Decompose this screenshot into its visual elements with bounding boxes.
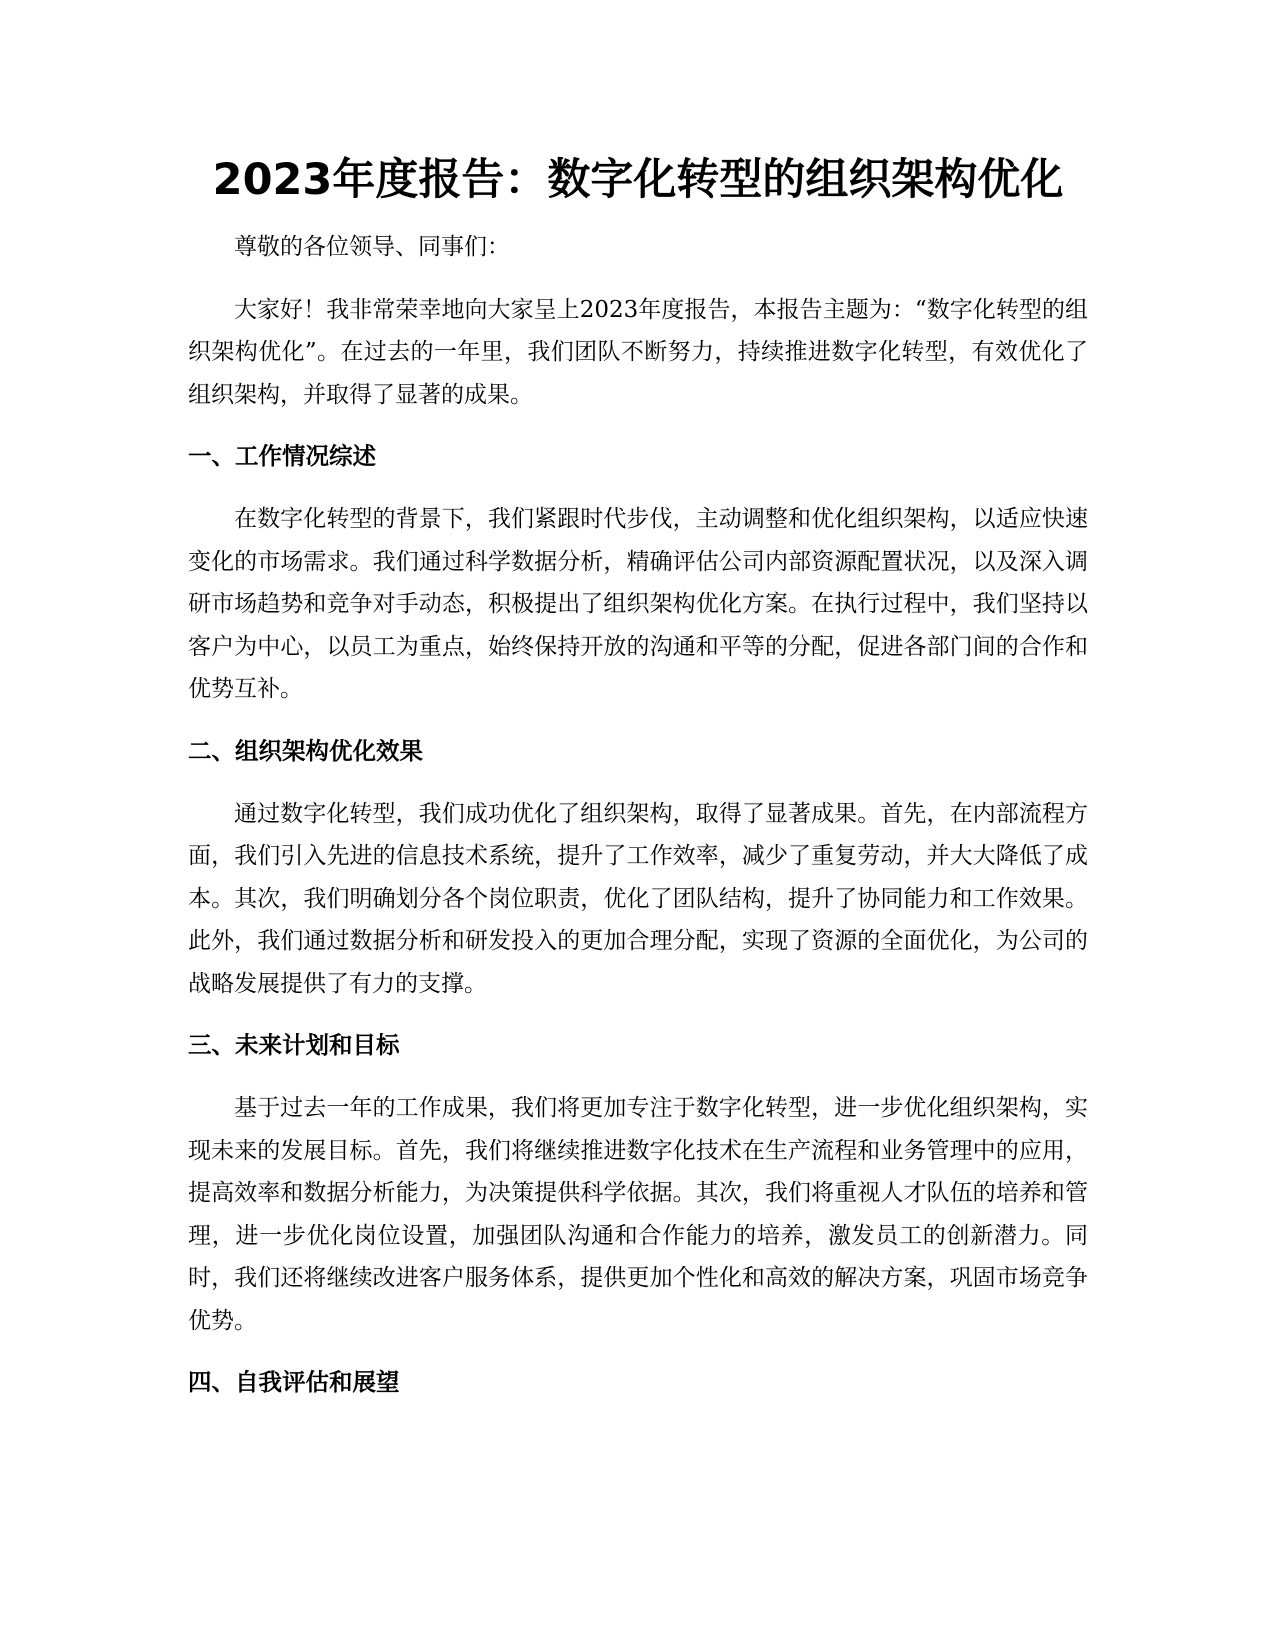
document-title: 2023年度报告：数字化转型的组织架构优化 [212,155,1064,205]
section-heading-3: 三、未来计划和目标 [188,1031,400,1059]
section-body-3: 基于过去一年的工作成果，我们将更加专注于数字化转型，进一步优化组织架构，实现未来的发展目标。首先，我们将继续推进数字化技术在生产流程和业务管理中的应用，提高效率和数据分析能力，为决策提供科学依据。其次，我们将重视人才队伍的培养和管理，进一步优化岗位设置，加强团队沟通和合作能力的培养，激发员工的创新潜力。同时，我们还将继续改进客户服务体系，提供更加个性化和高效的解决方案，巩固市场竞争优势。 [188,1095,1088,1334]
intro-paragraph: 大家好！我非常荣幸地向大家呈上2023年度报告，本报告主题为：“数字化转型的组织架构优化”。在过去的一年里，我们团队不断努力，持续推进数字化转型，有效优化了组织架构，并取得了显著的成果。 [188,296,1088,408]
section-body-1: 在数字化转型的背景下，我们紧跟时代步伐，主动调整和优化组织架构，以适应快速变化的市场需求。我们通过科学数据分析，精确评估公司内部资源配置状况，以及深入调研市场趋势和竞争对手动态，积极提出了组织架构优化方案。在执行过程中，我们坚持以客户为中心，以员工为重点，始终保持开放的沟通和平等的分配，促进各部门间的合作和优势互补。 [188,506,1088,702]
section-heading-1: 一、工作情况综述 [188,442,376,470]
document-content [188,148,1088,1424]
section-body-2: 通过数字化转型，我们成功优化了组织架构，取得了显著成果。首先，在内部流程方面，我们引入先进的信息技术系统，提升了工作效率，减少了重复劳动，并大大降低了成本。其次，我们明确划分各个岗位职责，优化了团队结构，提升了协同能力和工作效果。此外，我们通过数据分析和研发投入的更加合理分配，实现了资源的全面优化，为公司的战略发展提供了有力的支撑。 [188,800,1088,997]
greeting-paragraph: 尊敬的各位领导、同事们： [234,234,510,260]
section-heading-2: 二、组织架构优化效果 [188,736,423,765]
section-heading-4: 四、自我评估和展望 [188,1368,400,1396]
